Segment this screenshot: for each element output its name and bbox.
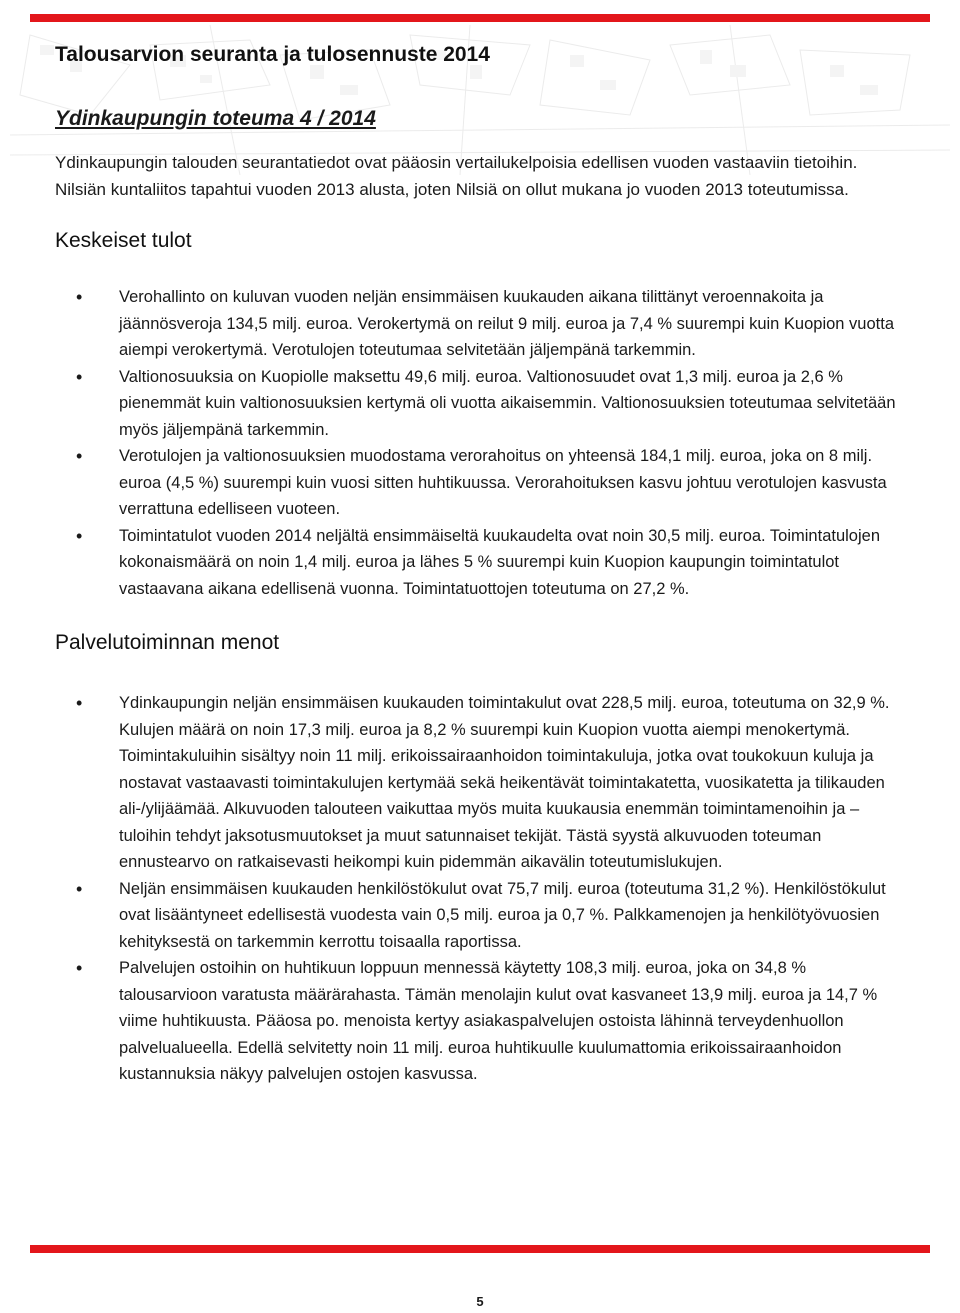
document-title: Talousarvion seuranta ja tulosennuste 2014	[55, 43, 490, 66]
top-red-bar	[30, 14, 930, 22]
list-item: • Toimintatulot vuoden 2014 neljältä ensimmäiseltä kuukaudelta ovat noin 30,5 milj. euroa. Toimintatulojen kokonaismäärä on noin 1,4 milj. euroa ja lähes 5 % suurempi kuin Kuopion kaupungin toimintatulot vastaavana aikana edellisenä vuonna. Toimintatuottojen toteutuma on 27,2 %.	[55, 523, 905, 603]
intro-paragraph: Ydinkaupungin talouden seurantatiedot ovat pääosin vertailukelpoisia edellisen vuoden vastaaviin tietoihin. Nilsiän kuntaliitos tapahtui vuoden 2013 alusta, joten Nilsiä on ollut mukana jo vuoden 2013 toteutumissa.	[55, 153, 858, 199]
list-item: • Ydinkaupungin neljän ensimmäisen kuukauden toimintakulut ovat 228,5 milj. euroa, toteutuma on 32,9 %. Kulujen määrä on noin 17,3 milj. euroa ja 8,2 % suurempi kuin Kuopion vuotta aiempi menokertymä. Toimintakuluihin sisältyy noin 11 milj. erikoissairaanhoidon toimintakuluja, jotka ovat toukokuun kuluja ja nostavat vastaavasti toimintakulujen kertymää sekä heikentävät toimintakatetta, vuosikatetta ja tilikauden ali-/ylijäämää. Alkuvuoden talouteen vaikuttaa myös muita kuukausia enemmän toimintamenoihin ja – tuloihin tehdyt jaksotusmuutokset ja muut satunnaiset tekijät. Tästä syystä alkuvuoden toteuman ennustearvo on ratkaisevasti heikompi kuin pidemmän aikavälin toteutumislukujen.	[55, 690, 905, 876]
list-item: • Valtionosuuksia on Kuopiolle maksettu 49,6 milj. euroa. Valtionosuudet ovat 1,3 milj. euroa ja 2,6 % pienemmät kuin valtionosuuksien kertymä oli vuotta aikaisemmin. Valtionosuuksien toteutumaa selvitetään myös jäljempänä tarkemmin.	[55, 364, 905, 444]
bullet-list-tulot	[55, 284, 905, 602]
page-content	[55, 30, 905, 1088]
page-number: 5	[476, 1294, 484, 1309]
section-heading-keskeiset-tulot: Keskeiset tulot	[55, 229, 192, 252]
list-item: • Neljän ensimmäisen kuukauden henkilöstökulut ovat 75,7 milj. euroa (toteutuma 31,2 %). Henkilöstökulut ovat lisääntyneet edellisestä vuodesta vain 0,5 milj. euroa ja 0,7 %. Palkkamenojen ja henkilötyövuosien kehityksestä on tarkemmin kerrottu toisaalla raportissa.	[55, 876, 905, 956]
bullet-list-menot	[55, 690, 905, 1088]
list-item: • Verohallinto on kuluvan vuoden neljän ensimmäisen kuukauden aikana tilittänyt veroennakoita ja jäännösveroja 134,5 milj. euroa. Verokertymä on reilut 9 milj. euroa ja 7,4 % suurempi kuin Kuopion vuotta aiempi verokertymä. Verotulojen toteutumaa selvitetään jäljempänä tarkemmin.	[55, 284, 905, 364]
bottom-red-bar	[30, 1245, 930, 1253]
document-subtitle: Ydinkaupungin toteuma 4 / 2014	[55, 107, 376, 130]
section-heading-palvelutoiminnan-menot: Palvelutoiminnan menot	[55, 631, 280, 654]
list-item: • Verotulojen ja valtionosuuksien muodostama verorahoitus on yhteensä 184,1 milj. euroa, joka on 8 milj. euroa (4,5 %) suurempi kuin vuosi sitten huhtikuussa. Verorahoituksen kasvu johtuu verotulojen kasvusta verrattuna edelliseen vuoteen.	[55, 443, 905, 523]
list-item: • Palvelujen ostoihin on huhtikuun loppuun mennessä käytetty 108,3 milj. euroa, joka on 34,8 % talousarvioon varatusta määrärahasta. Tämän menolajin kulut ovat kasvaneet 13,9 milj. euroa ja 14,7 % viime huhtikuusta. Pääosa po. menoista kertyy asiakaspalvelujen ostoista lähinnä terveydenhuollon palvelualueella. Edellä selvitetty noin 11 milj. euroa huhtikuulle kuulumattomia erikoissairaanhoidon kustannuksia näkyy palvelujen ostojen kasvussa.	[55, 955, 905, 1088]
